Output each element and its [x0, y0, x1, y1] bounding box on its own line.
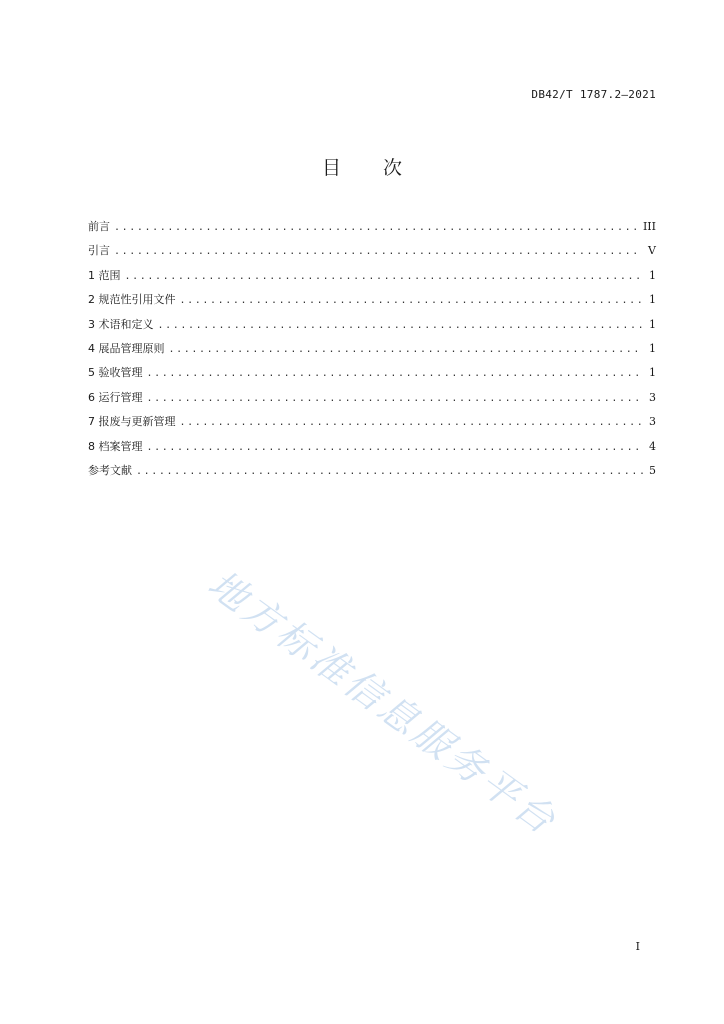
toc-leader-dots — [180, 417, 644, 428]
toc-leader-dots — [158, 320, 644, 331]
toc-entry-operation[interactable] — [88, 389, 656, 413]
toc-entry-normative-references[interactable] — [88, 291, 656, 315]
toc-entry-management-principles[interactable] — [88, 340, 656, 364]
toc-entry-label: 引言 — [88, 244, 110, 258]
toc-entry-label: 7 报废与更新管理 — [88, 415, 176, 429]
toc-leader-dots — [125, 271, 644, 282]
toc-leader-dots — [169, 344, 644, 355]
toc-entry-bibliography[interactable] — [88, 462, 656, 486]
toc-entry-page: 3 — [649, 415, 656, 429]
watermark-text: 地方标准信息服务平台 — [200, 561, 566, 845]
toc-entry-page: 3 — [649, 390, 656, 404]
table-of-contents — [88, 218, 656, 486]
toc-leader-dots — [136, 466, 643, 477]
toc-entry-page: V — [648, 244, 656, 258]
toc-entry-terms-definitions[interactable] — [88, 316, 656, 340]
toc-entry-foreword[interactable] — [88, 218, 656, 242]
toc-entry-label: 3 术语和定义 — [88, 317, 154, 331]
toc-entry-label: 1 范围 — [88, 268, 121, 282]
toc-entry-label: 6 运行管理 — [88, 390, 143, 404]
toc-entry-page: 4 — [649, 439, 656, 453]
toc-entry-label: 4 展品管理原则 — [88, 341, 165, 355]
toc-entry-archives[interactable] — [88, 438, 656, 462]
toc-entry-scope[interactable] — [88, 267, 656, 291]
toc-leader-dots — [114, 246, 642, 257]
toc-entry-label: 5 验收管理 — [88, 366, 143, 380]
document-code: DB42/T 1787.2—2021 — [531, 88, 656, 101]
toc-entry-page: III — [642, 220, 656, 233]
toc-entry-label: 前言 — [88, 220, 110, 233]
toc-entry-page: 1 — [649, 341, 656, 355]
toc-leader-dots — [147, 393, 644, 404]
page-number: I — [635, 940, 640, 953]
toc-entry-disposal-renewal[interactable] — [88, 413, 656, 437]
toc-leader-dots — [147, 442, 644, 453]
toc-entry-page: 1 — [649, 366, 656, 380]
toc-entry-page: 1 — [649, 268, 656, 282]
page-title: 目 次 — [321, 157, 403, 179]
toc-entry-page: 1 — [649, 317, 656, 331]
toc-entry-acceptance[interactable] — [88, 364, 656, 388]
toc-entry-label: 8 档案管理 — [88, 439, 143, 453]
toc-entry-introduction[interactable] — [88, 242, 656, 266]
toc-entry-page: 1 — [649, 293, 656, 307]
toc-leader-dots — [180, 295, 644, 306]
toc-entry-label: 参考文献 — [88, 463, 132, 477]
toc-leader-dots — [147, 368, 644, 379]
toc-leader-dots — [114, 222, 637, 233]
toc-entry-label: 2 规范性引用文件 — [88, 293, 176, 307]
toc-entry-page: 5 — [649, 463, 656, 477]
